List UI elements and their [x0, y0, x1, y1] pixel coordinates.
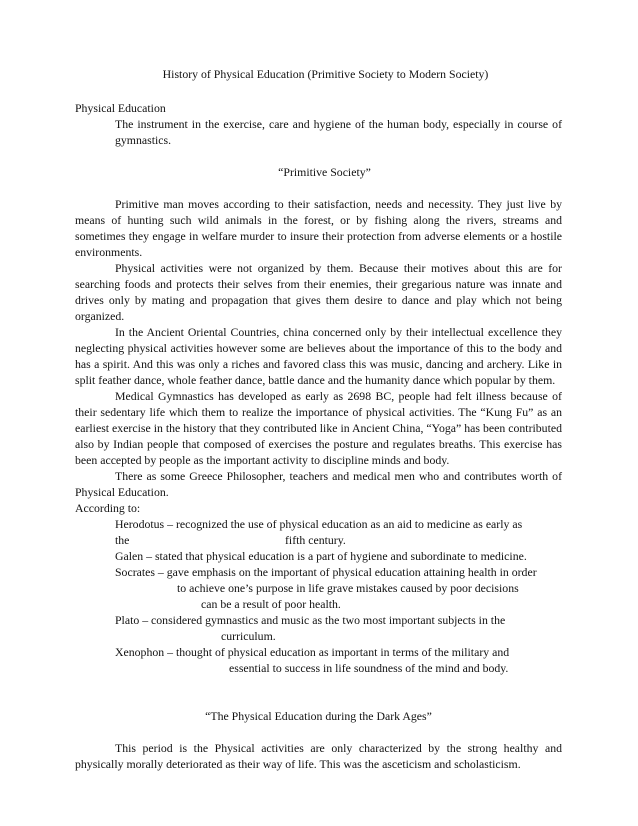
- herodotus-line-1: Herodotus – recognized the use of physical education as an aid to medicine as early as: [115, 517, 523, 531]
- socrates-line-2: to achieve one’s purpose in life grave mistakes caused by poor decisions: [177, 581, 519, 595]
- socrates-line-1: Socrates – gave emphasis on the important of physical education attaining health in order: [115, 565, 537, 579]
- herodotus-line-2b: fifth century.: [285, 533, 346, 547]
- paragraph-primitive-man: Primitive man moves according to their satisfaction, needs and necessity. They just live by means of hunting such wild animals in the forest, or by fishing along the rivers, streams and sometimes they engage in welfare murder to insure their protection from adverse elements or a hostile environments.: [75, 197, 562, 259]
- dark-ages-heading: “The Physical Education during the Dark Ages”: [205, 709, 432, 723]
- paragraph-greece-philosophers: There as some Greece Philosopher, teachers and medical men who and contributes worth of Physical Education.: [75, 469, 562, 499]
- primitive-society-heading: “Primitive Society”: [278, 165, 371, 179]
- socrates-line-3: can be a result of poor health.: [201, 597, 341, 611]
- paragraph-physical-activities: Physical activities were not organized by them. Because their motives about this are for searching foods and protects their selves from their enemies, their gregarious nature was innate and drives only by mating and propagation that gives them desire to dance and play which not being organized.: [75, 261, 562, 323]
- galen-line: Galen – stated that physical education is a part of hygiene and subordinate to medicine.: [115, 549, 527, 563]
- plato-line-1: Plato – considered gymnastics and music as the two most important subjects in the: [115, 613, 506, 627]
- definition-text: The instrument in the exercise, care and hygiene of the human body, especially in course of gymnastics.: [115, 117, 562, 147]
- paragraph-oriental-countries: In the Ancient Oriental Countries, china concerned only by their intellectual excellence they neglecting physical activities however some are believes about the importance of this to the body and has a spirit. And this was only a riches and favored class this was music, dancing and archery. Like in split feather dance, whole feather dance, battle dance and the humanity dance which popular by them.: [75, 325, 562, 387]
- document-title: History of Physical Education (Primitive Society to Modern Society): [162, 67, 489, 81]
- paragraph-dark-ages: This period is the Physical activities are only characterized by the strong healthy and physically morally deteriorated as their way of life. This was the asceticism and scholasticism.: [75, 741, 562, 771]
- plato-line-2: curriculum.: [221, 629, 276, 643]
- herodotus-line-2a: the: [115, 533, 130, 547]
- according-to-label: According to:: [75, 501, 141, 515]
- xenophon-line-2: essential to success in life soundness of the mind and body.: [229, 661, 509, 675]
- xenophon-line-1: Xenophon – thought of physical education as important in terms of the military and: [115, 645, 510, 659]
- definition-heading: Physical Education: [75, 101, 166, 115]
- paragraph-medical-gymnastics: Medical Gymnastics has developed as early as 2698 BC, people had felt illness because of their sedentary life which them to realize the importance of physical activities. The “Kung Fu” as an earliest exercise in the history that they contributed like in Ancient China, “Yoga” has been contributed also by Indian people that composed of exercises the posture and regulates breaths. This exercise has been accepted by people as the important activity to discipline minds and body.: [75, 389, 562, 467]
